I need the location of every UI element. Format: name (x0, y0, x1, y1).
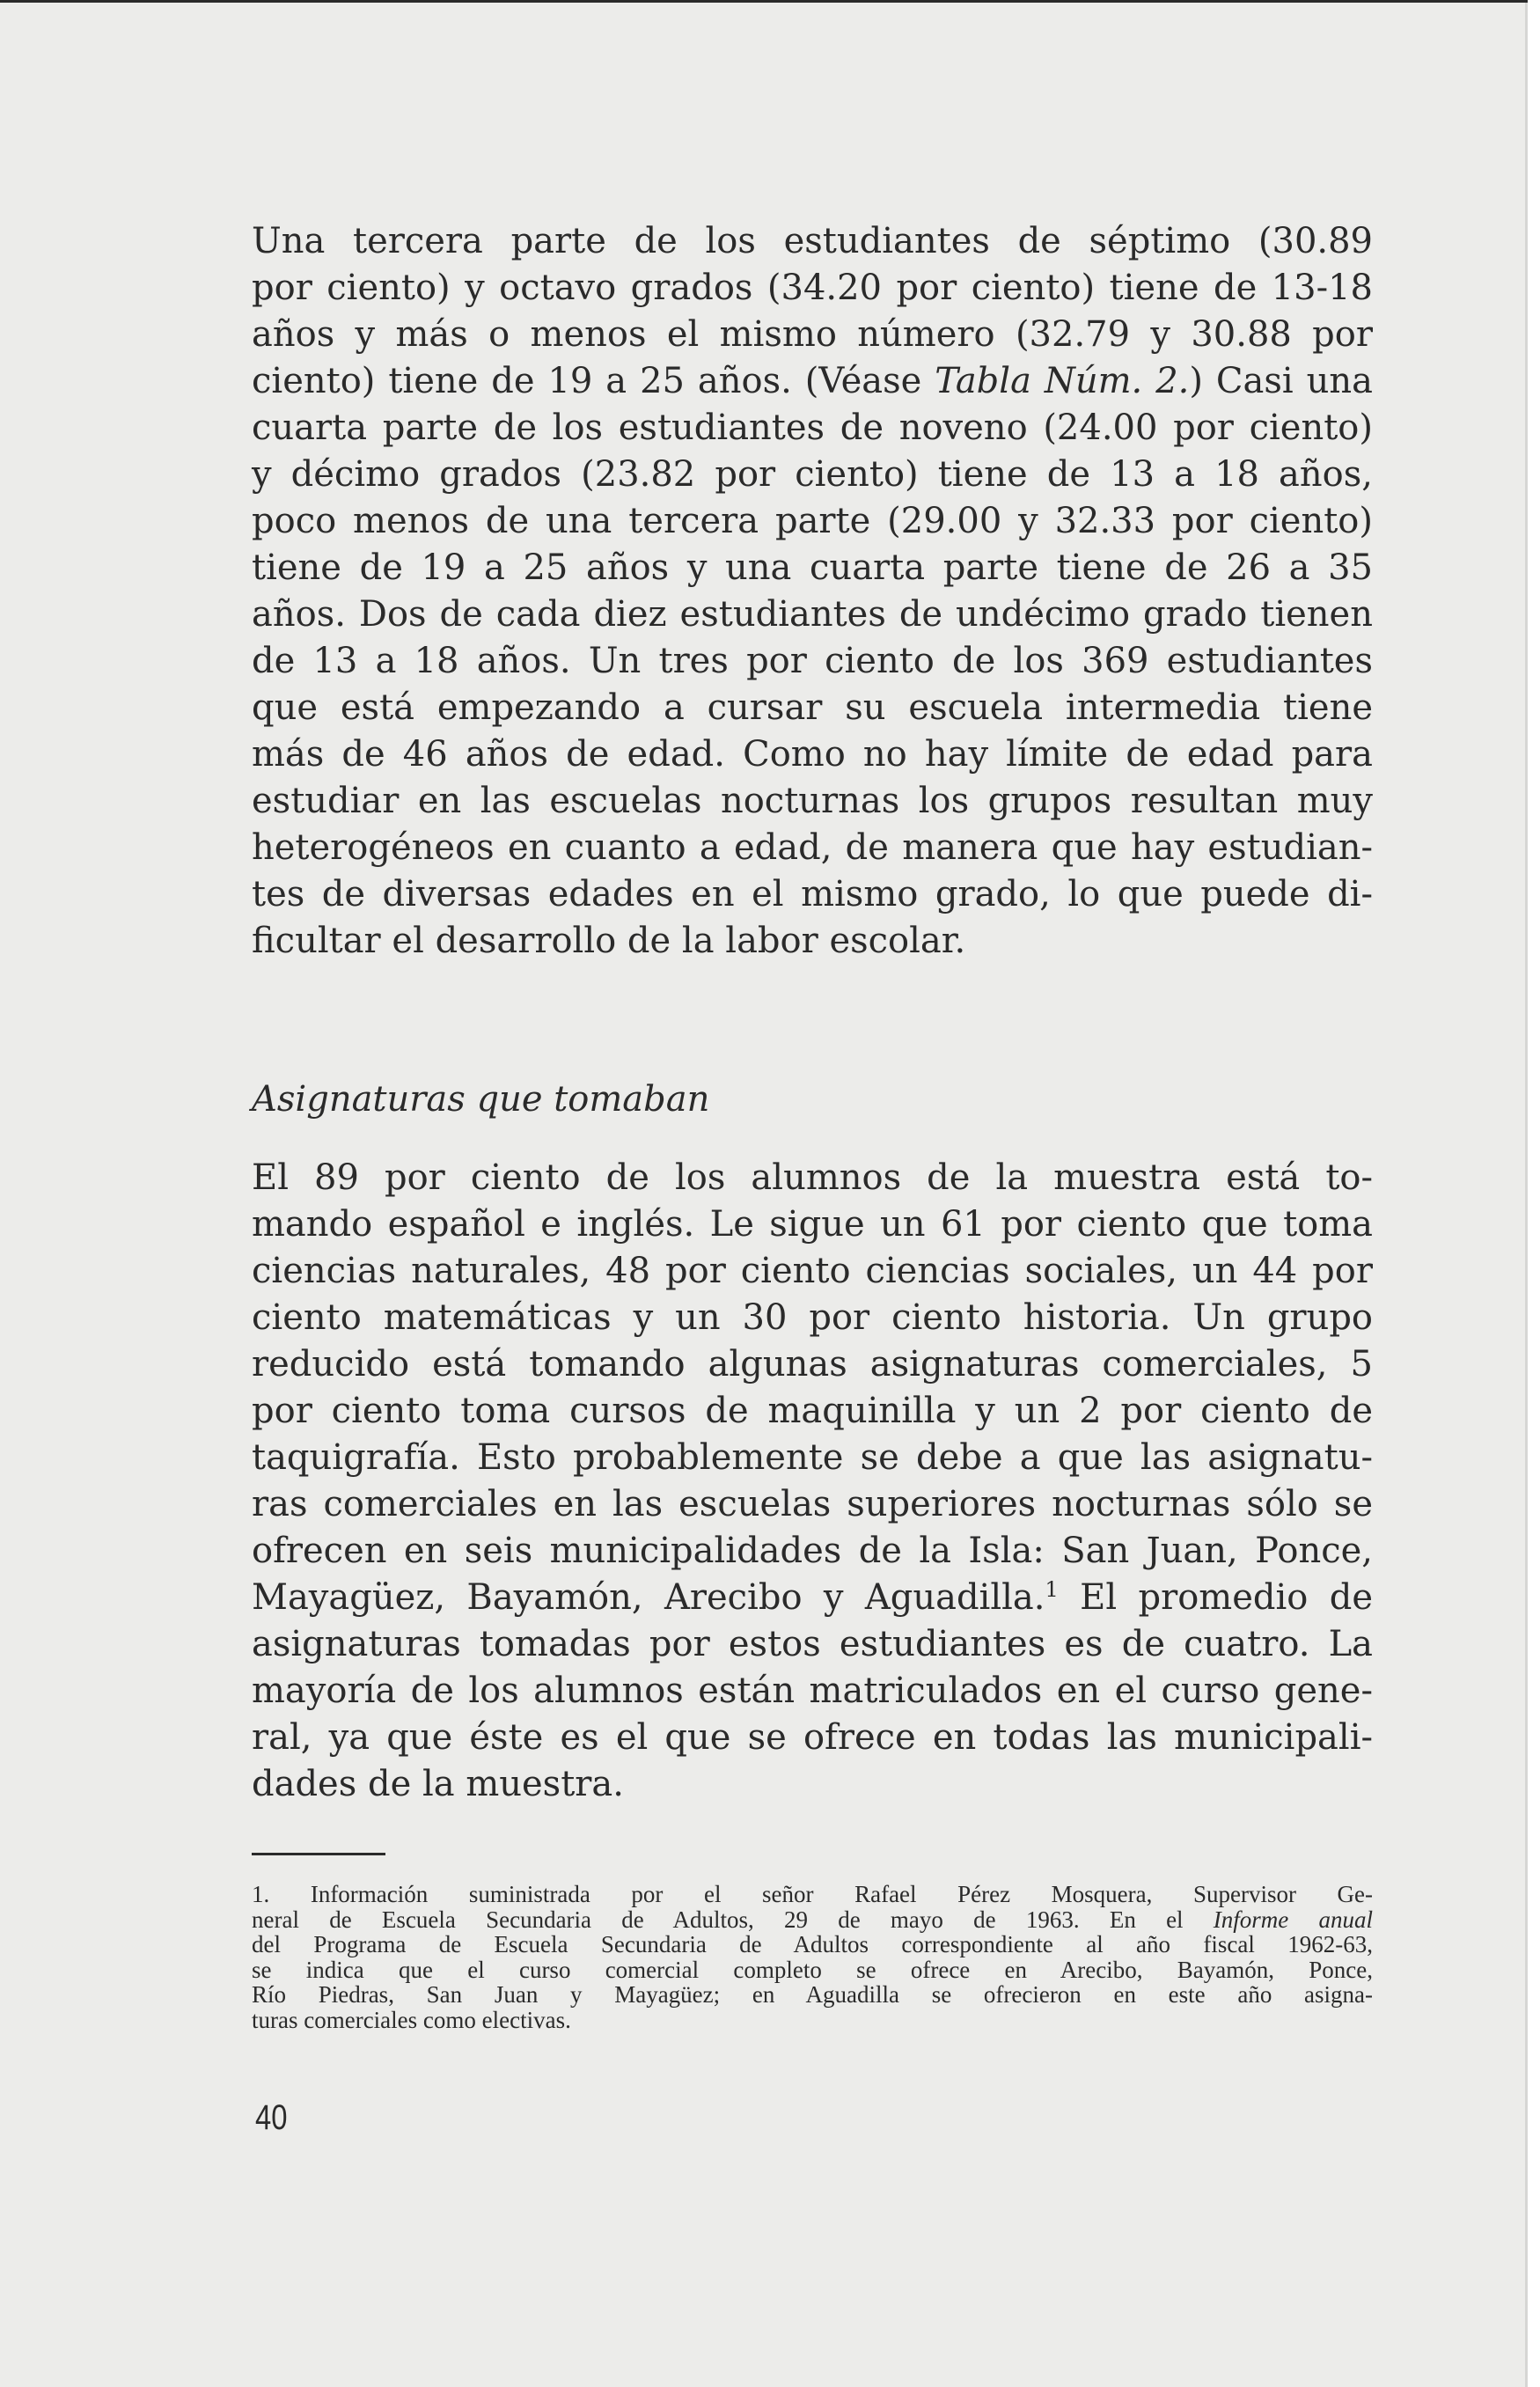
footnote-separator (252, 1853, 385, 1855)
paragraph-line: reducido está tomando algunas asignaturas comerciales, 5 (252, 1344, 1373, 1384)
paragraph-line: heterogéneos en cuanto a edad, de manera que hay estudian- (252, 827, 1373, 868)
paragraph-line: mando español e inglés. Le sigue un 61 por ciento que toma (252, 1204, 1373, 1245)
paragraph-line: ras comerciales en las escuelas superiores nocturnas sólo se (252, 1484, 1373, 1524)
paragraph-line: ficultar el desarrollo de la labor escolar. (252, 921, 966, 961)
table-reference: Tabla Núm. 2. (935, 361, 1190, 401)
paragraph-line: tes de diversas edades en el mismo grado, lo que puede di- (252, 874, 1373, 914)
paragraph-line: y décimo grados (23.82 por ciento) tiene de 13 a 18 años, (252, 454, 1373, 495)
paragraph-line: de 13 a 18 años. Un tres por ciento de los 369 estudiantes (252, 641, 1373, 681)
paragraph-line: mayoría de los alumnos están matriculados en el curso gene- (252, 1671, 1373, 1711)
footnote-line: turas comerciales como electivas. (252, 2006, 571, 2033)
page-top-edge (0, 0, 1528, 3)
paragraph-line-with-footnote-ref (252, 1575, 1373, 1621)
paragraph-line: más de 46 años de edad. Como no hay límite de edad para (252, 734, 1373, 775)
paragraph-line: por ciento) y octavo grados (34.20 por ciento) tiene de 13-18 (252, 268, 1373, 308)
line-text: ) Casi una (1189, 361, 1373, 401)
footnote-line: 1. Información suministrada por el señor Rafael Pérez Mosquera, Supervisor Ge- (252, 1881, 1373, 1907)
paragraph-line: años. Dos de cada diez estudiantes de undécimo grado tienen (252, 594, 1373, 635)
paragraph-line: ciento matemáticas y un 30 por ciento historia. Un grupo (252, 1297, 1373, 1338)
paragraph-line: ciencias naturales, 48 por ciento ciencias sociales, un 44 por (252, 1251, 1373, 1291)
paragraph-line: ofrecen en seis municipalidades de la Isla: San Juan, Ponce, (252, 1531, 1373, 1571)
paragraph-line: poco menos de una tercera parte (29.00 y 32.33 por ciento) (252, 501, 1373, 541)
paragraph-line: estudiar en las escuelas nocturnas los grupos resultan muy (252, 781, 1373, 821)
paragraph-line: taquigrafía. Esto probablemente se debe a que las asignatu- (252, 1437, 1373, 1478)
line-text: Mayagüez, Bayamón, Arecibo y Aguadilla. (252, 1577, 1045, 1618)
footnote-reference[interactable]: 1 (1045, 1577, 1059, 1602)
paragraph-line: ral, ya que éste es el que se ofrece en todas las municipali- (252, 1717, 1373, 1758)
paragraph-line: que está empezando a cursar su escuela intermedia tiene (252, 687, 1373, 728)
footnote-line: del Programa de Escuela Secundaria de Adultos correspondiente al año fiscal 1962-63, (252, 1931, 1373, 1957)
footnote-line: Río Piedras, San Juan y Mayagüez; en Aguadilla se ofrecieron en este año asigna- (252, 1981, 1373, 2008)
paragraph-line: tiene de 19 a 25 años y una cuarta parte tiene de 26 a 35 (252, 547, 1373, 588)
paragraph-line: cuarta parte de los estudiantes de noveno (24.00 por ciento) (252, 408, 1373, 448)
paragraph-subjects-taken (252, 1155, 1373, 1808)
paragraph-line: Una tercera parte de los estudiantes de séptimo (30.89 (252, 221, 1373, 261)
paragraph-line: El 89 por ciento de los alumnos de la muestra está to- (252, 1157, 1373, 1198)
footnote-line-with-title (252, 1907, 1373, 1933)
line-text: neral de Escuela Secundaria de Adultos, 29 de mayo de 1963. En el (252, 1906, 1184, 1933)
paragraph-line-with-table-reference (252, 358, 1373, 405)
paragraph-line: años y más o menos el mismo número (32.79 y 30.88 por (252, 314, 1373, 355)
paragraph-line: por ciento toma cursos de maquinilla y un 2 por ciento de (252, 1391, 1373, 1431)
line-text: ciento) tiene de 19 a 25 años. (Véase (252, 361, 922, 401)
page-number: 40 (255, 2098, 288, 2137)
footnote-block (252, 1882, 1373, 2032)
paragraph-age-distribution (252, 218, 1373, 965)
report-title: Informe anual (1213, 1906, 1374, 1933)
section-heading: Asignaturas que tomaban (252, 1079, 710, 1120)
paragraph-line: asignaturas tomadas por estos estudiantes es de cuatro. La (252, 1624, 1373, 1664)
footnote-line: se indica que el curso comercial completo se ofrece en Arecibo, Bayamón, Ponce, (252, 1956, 1373, 1983)
paragraph-line: dades de la muestra. (252, 1764, 624, 1804)
line-text: El promedio de (1080, 1577, 1373, 1618)
